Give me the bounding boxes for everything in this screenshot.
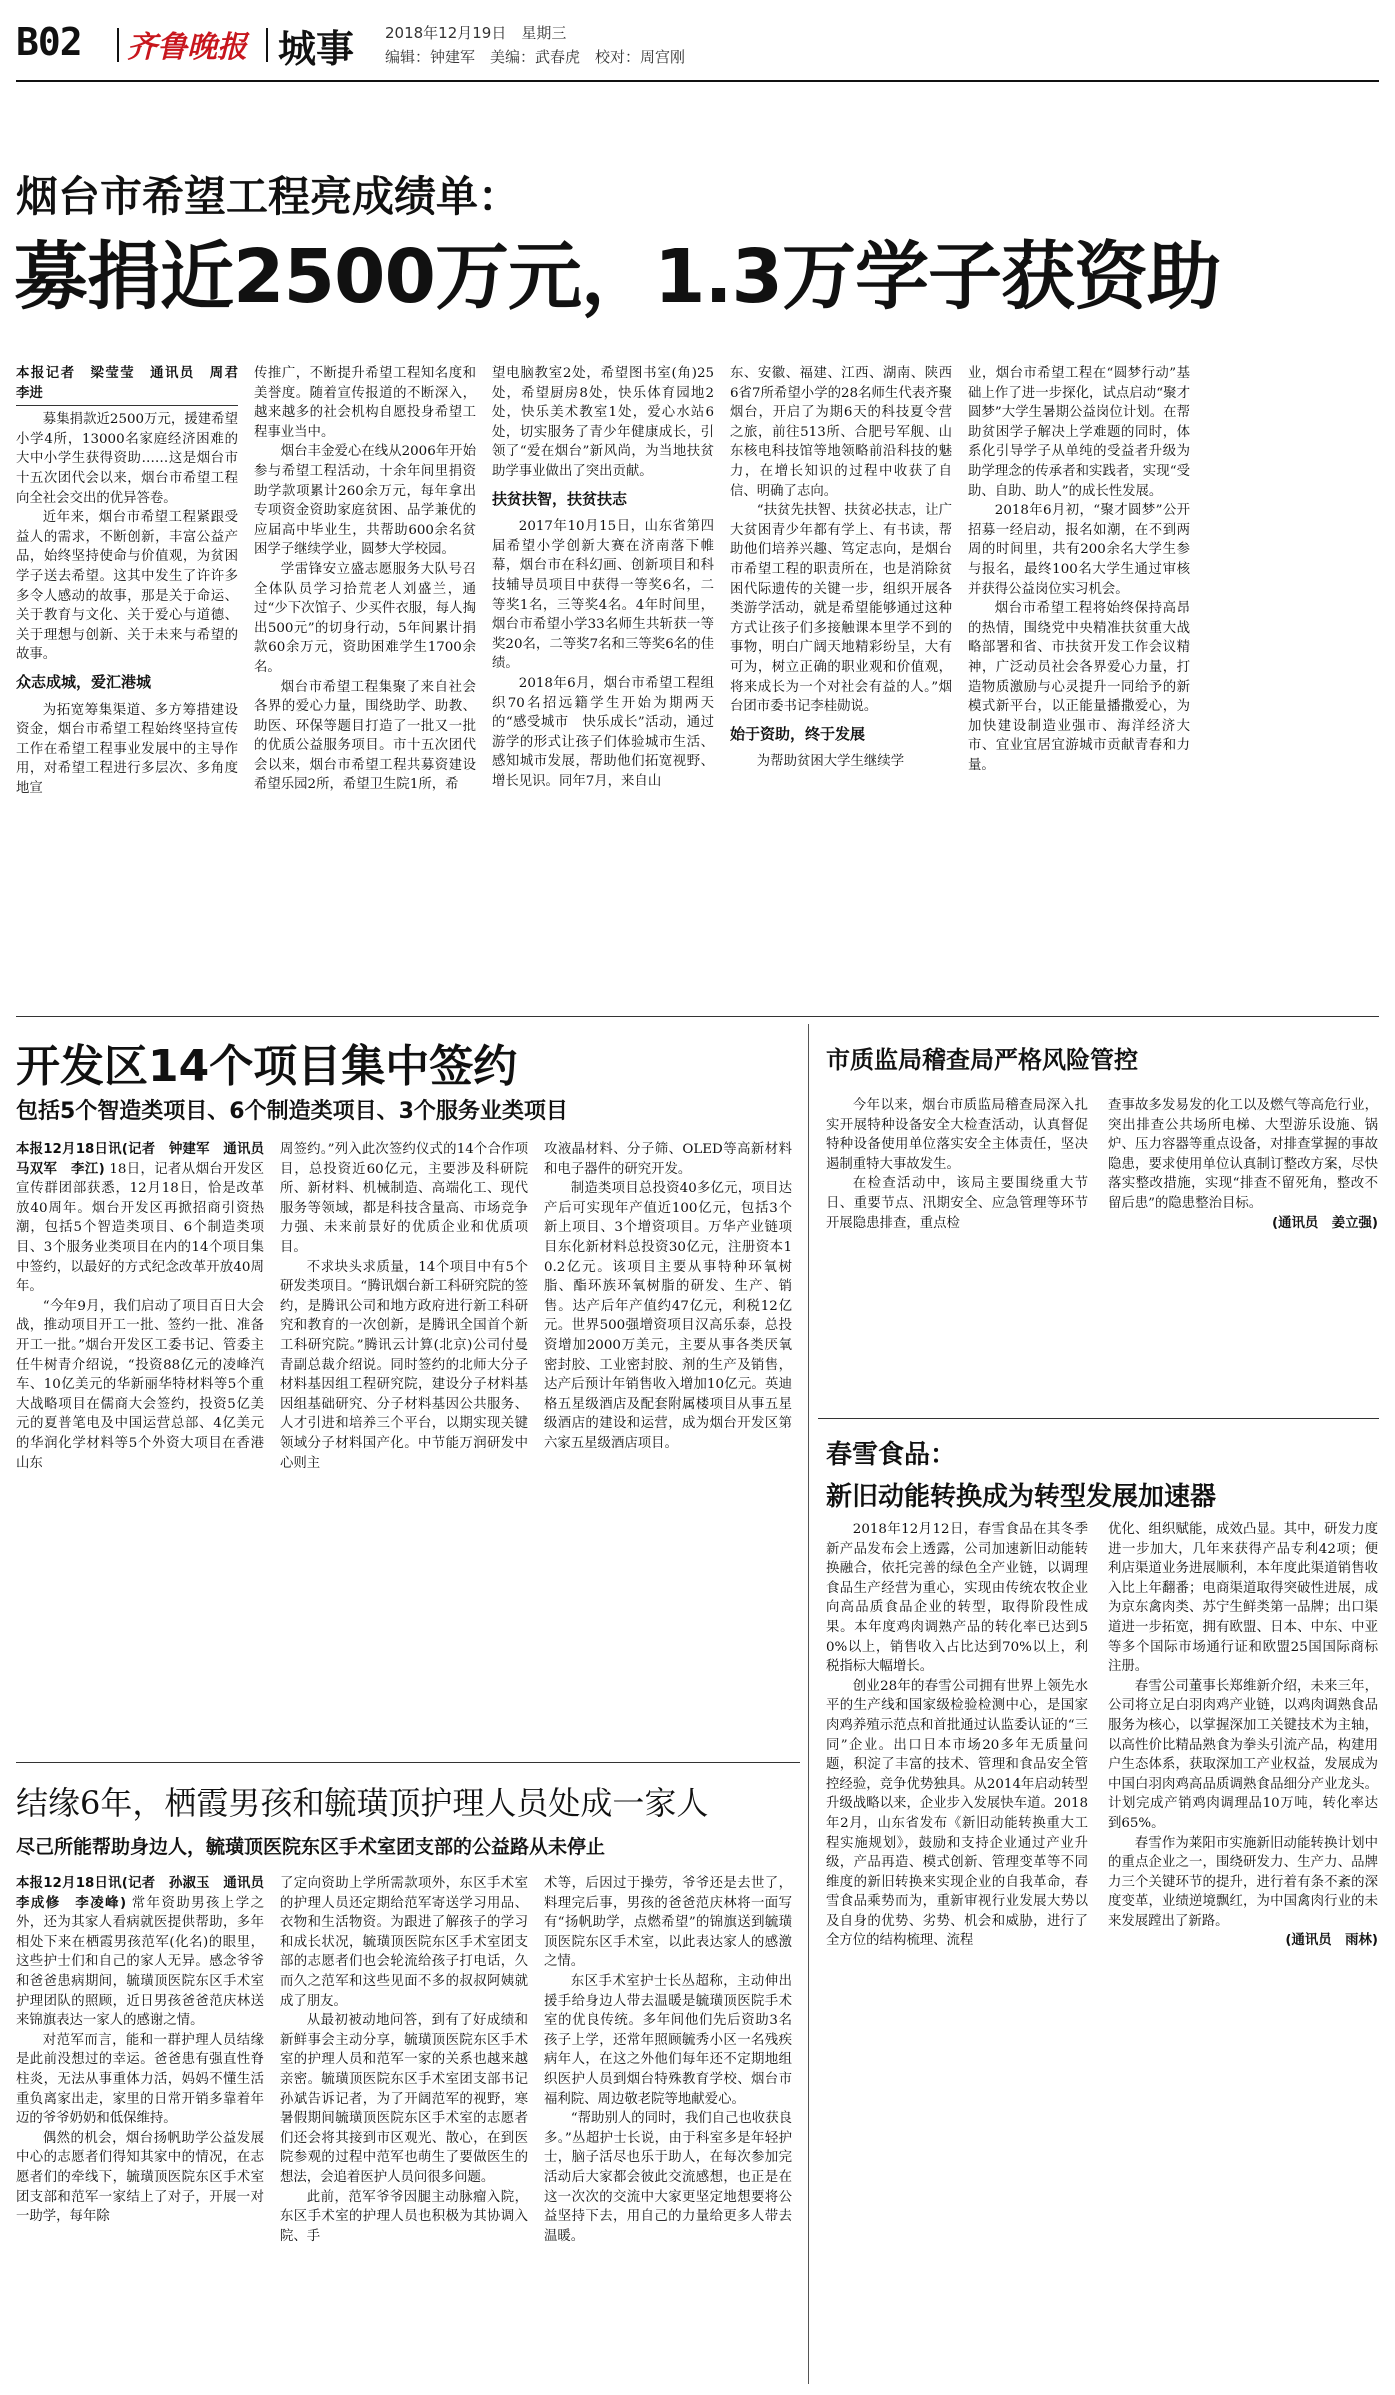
paragraph: 攻液晶材料、分子筛、OLED等高新材料和电子器件的研究开发。 — [544, 1142, 792, 1177]
section-rule — [16, 1762, 800, 1763]
a3-headline: 市质监局稽查局严格风险管控 — [826, 1046, 1138, 1074]
masthead-divider — [266, 28, 268, 62]
paragraph: 2018年6月初，“聚才圆梦”公开招募一经启动，报名如潮，在不到两周的时间里，共有200余名大学生参与报名，最终100名大学生通过审核并获得公益岗位实习机会。 — [968, 503, 1190, 597]
paragraph: 今年以来，烟台市质监局稽查局深入扎实开展特种设备安全大检查活动，认真督促特种设备使用单位落实安全主体责任，坚决遏制重特大事故发生。 — [826, 1098, 1088, 1172]
paragraph: 偶然的机会，烟台扬帆助学公益发展中心的志愿者们得知其家中的情况，在志愿者们的牵线下，毓璜顶医院东区手术室团支部和范军一家结上了对子，开展一对一助学，每年除 — [16, 2130, 264, 2225]
a2-column-2 — [280, 1140, 528, 1750]
paragraph: 近年来，烟台市希望工程紧跟受益人的需求，不断创新，丰富公益产品，始终坚持使命与价值观，为贫困学子送去希望。这其中发生了许许多多令人感动的故事，那是关于命运、关于教育与文化、关于爱心与道德、关于理想与创新、关于未来与希望的故事。 — [16, 510, 238, 663]
a4-credit: (通讯员 雨林) — [1285, 1933, 1378, 1949]
page-number: B02 — [16, 20, 82, 64]
paragraph: 创业28年的春雪公司拥有世界上领先水平的生产线和国家级检验检测中心，是国家肉鸡养殖示范点和首批通过认监委认证的“三同”企业。出口日本市场20多年无质量问题，积淀了丰富的技术、管理和食品安全管控经验，竞争优势独具。从2014年启动转型升级战略以来，企业步入发展快车道。2018年2月，山东省发布《新旧动能转换重大工程实施规划》，鼓励和支持企业通过产业升级，产品再造、模式创新、管理变革等不同维度的新旧转换来实现企业的自我革命，春雪食品乘势而为，重新审视行业发展大势以及自身的优势、劣势、机会和威胁，进行了全方位的结构梳理、流程 — [826, 1678, 1088, 1949]
paragraph: 东区手术室护士长丛超称，主动伸出援手给身边人带去温暖是毓璜顶医院手术室的优良传统。多年间他们先后资助3名孩子上学，还常年照顾毓秀小区一名残疾病年人，在这之外他们每年还不定期地组织医护人员到烟台特殊教育学校、烟台市福利院、周边敬老院等地献爱心。 — [544, 1973, 792, 2107]
a1-kicker: 烟台市希望工程亮成绩单： — [16, 172, 521, 221]
paragraph: 了定向资助上学所需款项外，东区手术室的护理人员还定期给范军寄送学习用品、衣物和生活物资。为跟进了解孩子的学习和成长状况，毓璜顶医院东区手术室团支部的志愿者们也会轮流给孩子打电话，久而久之范军和这些见面不多的叔叔阿姨就成了朋友。 — [280, 1876, 528, 2009]
paragraph: 烟台市希望工程将始终保持高昂的热情，围绕党中央精准扶贫重大战略部署和省、市扶贫开发工作会议精神，广泛动员社会各界爱心力量，打造物质激励与心灵提升一同给予的新模式新平台，以正能量播撒爱心，为加快建设制造业强市、海洋经济大市、宜业宜居宜游城市贡献青春和力量。 — [968, 601, 1190, 773]
a1-column-2 — [254, 364, 476, 1006]
paragraph: 业，烟台市希望工程在“圆梦行动”基础上作了进一步探化，试点启动“聚才圆梦”大学生暑期公益岗位计划。在帮助贫困学子解决上学难题的同时，体系化引导学子从单纯的受益者升级为助学理念的传承者和实践者，实现“受助、自助、助人”的成长性发展。 — [968, 366, 1190, 499]
section-rule — [818, 1418, 1379, 1419]
paragraph: 18日，记者从烟台开发区宣传群团部获悉，12月18日，恰是改革放40周年。烟台开发区再掀招商引资热潮，包括5个智造类项目、6个制造类项目、3个服务业类项目在内的14个项目集中签约，以最好的方式纪念改革开放40周年。 — [16, 1161, 265, 1295]
paragraph: 传推广，不断提升希望工程知名度和美誉度。随着宣传报道的不断深入，越来越多的社会机构自愿投身希望工程事业当中。 — [254, 366, 476, 440]
section-rule — [16, 1016, 1379, 1017]
a1-subhead-2: 扶贫扶智，扶贫扶志 — [492, 489, 628, 508]
a2-byline: 本报12月18日讯(记者 钟建军 通讯员 马双军 李江) — [16, 1142, 278, 1177]
paragraph: 对范军而言，能和一群护理人员结缘是此前没想过的幸运。爸爸患有强直性脊柱炎，无法从事重体力活，妈妈不懂生活重负离家出走，家里的日常开销多靠着年迈的爷爷奶奶和低保维持。 — [16, 2032, 264, 2127]
paragraph: 制造类项目总投资40多亿元，项目达产后可实现年产值近100亿元，包括3个新上项目、3个增资项目。万华产业链项目东化新材料总投资30亿元，注册资本10.2亿元。该项目主要从事特种环氧树脂、酯环族环氧树脂的研发、生产、销售。达产后年产值约47亿元，利税12亿元。世界500强增资项目汉高乐泰，总投资增加2000万美元，主要从事各类厌氧密封胶、工业密封胶、剂的生产及销售，达产后预计年销售收入增加10亿元。英迪格五星级酒店及配套附属楼项目从事五星级酒店的建设和运营，成为烟台开发区第六家五星级酒店项目。 — [544, 1181, 792, 1451]
paragraph: 2017年10月15日，山东省第四届希望小学创新大赛在济南落下帷幕，烟台市在科幻画、创新项目和科技辅导员项目中获得一等奖6名，二等奖1名，三等奖4名。4年时间里，烟台市希望小学33名师生共斩获一等奖20名，二等奖7名和三等奖6名的佳绩。 — [492, 519, 714, 672]
paragraph: 查事故多发易发的化工以及燃气等高危行业，突出排查公共场所电梯、大型游乐设施、锅炉、压力容器等重点设备，对排查掌握的事故隐患，要求使用单位认真制订整改方案，尽快落实整改措施，实现“排查不留死角，整改不留后患”的隐患整治目标。 — [1108, 1098, 1378, 1211]
paragraph: 从最初被动地问答，到有了好成绩和新鲜事会主动分享，毓璜顶医院东区手术室的护理人员和范军一家的关系也越来越亲密。毓璜顶医院东区手术室团支部书记孙斌告诉记者，为了开阔范军的视野，寒暑假期间毓璜顶医院东区手术室的志愿者们还会将其接到市区观光、散心，在到医院参观的过程中范军也萌生了要做医生的想法，会追着医护人员问很多问题。 — [280, 2013, 528, 2185]
paragraph: 烟台市希望工程集聚了来自社会各界的爱心力量，围绕助学、助教、助医、环保等题目打造了一批又一批的优质公益服务项目。市十五次团代会以来，烟台市希望工程共募资建设希望乐园2所，希望卫生院1所，希 — [254, 679, 476, 793]
paragraph: 烟台丰金爱心在线从2006年开始参与希望工程活动，十余年间里捐资助学款项累计260余万元，每年拿出专项资金资助家庭贫困、品学兼优的应届高中毕业生，共帮助600余名贫困学子继续学业，圆梦大学校园。 — [254, 444, 476, 558]
masthead-divider — [117, 28, 119, 62]
paragraph: 春雪公司董事长郑维新介绍，未来三年，公司将立足白羽肉鸡产业链，以鸡肉调熟食品服务为核心，以掌握深加工关键技术为主轴，以高性价比精品熟食为拳头引流产品，构建用户生态体系，获取深加工产业权益，发展成为中国白羽肉鸡高品质调熟食品细分产业龙头。计划完成产销鸡肉调理品10万吨，转化率达到65%。 — [1108, 1678, 1378, 1831]
masthead-rule — [16, 80, 1379, 82]
editor-credits: 编辑：钟建军 美编：武春虎 校对：周宫刚 — [385, 48, 686, 66]
a5-column-3 — [544, 1874, 792, 2384]
a1-subhead-3: 始于资助，终于发展 — [730, 724, 866, 743]
a5-byline: 本报12月18日讯(记者 孙淑玉 通讯员 李成修 李凌峰) — [16, 1876, 278, 1911]
paragraph: 常年资助男孩上学之外，还为其家人看病就医提供帮助，多年相处下来在栖霞男孩范军(化名)的眼里，这些护士们和自己的家人无异。感念爷爷和爸爸患病期间，毓璜顶医院东区手术室护理团队的照顾，近日男孩爸爸范庆林送来锦旗表达一家人的感谢之情。 — [16, 1895, 264, 2029]
paragraph: 不求块头求质量，14个项目中有5个研发类项目。“腾讯烟台新工科研究院的签约，是腾讯公司和地方政府进行新工科研究和教育的一次创新，是腾讯全国首个新工科研究院。”腾讯云计算(北京)公司付曼青副总裁介绍说。同时签约的北师大分子材料基因组工程研究院，建设分子材料基因组基础研究、分子材料基因公共服务、人才引进和培养三个平台，以期实现关键领域分子材料国产化。中节能万润研发中心则主 — [280, 1259, 528, 1471]
a3-column-2 — [1108, 1096, 1378, 1416]
masthead — [0, 0, 1395, 80]
a3-column-1 — [826, 1096, 1088, 1416]
a2-column-3 — [544, 1140, 792, 1750]
paragraph: 望电脑教室2处，希望图书室(角)25处，希望厨房8处，快乐体育园地2处，快乐美术教室1处，爱心水站6处，切实服务了青少年健康成长，引领了“爱在烟台”新风尚，为当地扶贫助学事业做出了突出贡献。 — [492, 366, 714, 479]
paragraph: 2018年6月，烟台市希望工程组织70名招远籍学生开始为期两天的“感受城市 快乐成长”活动，通过游学的形式让孩子们体验城市生活、感知城市发展，帮助他们拓宽视野、增长见识。同年7月，来自山 — [492, 675, 714, 789]
paragraph: 为拓宽筹集渠道、多方筹措建设资金，烟台市希望工程始终坚持宣传工作在希望工程事业发展中的主导作用，对希望工程进行多层次、多角度地宣 — [16, 702, 238, 796]
a5-column-1 — [16, 1874, 278, 2384]
a1-subhead-1: 众志成城，爱汇港城 — [16, 672, 152, 691]
a4-kicker: 春雪食品： — [826, 1440, 957, 1470]
a1-column-1 — [16, 364, 252, 1006]
paragraph: “今年9月，我们启动了项目百日大会战，推动项目开工一批、签约一批、准备开工一批。”烟台开发区工委书记、管委主任牛树青介绍说，“投资88亿元的凌峰汽车、10亿美元的华新丽华特材料等5个重大战略项目在儒商大会签约，投资5亿美元的夏普笔电及中国运营总部、4亿美元的华润化学材料等5个外资大项目在香港山东 — [16, 1298, 264, 1471]
issue-date: 2018年12月19日 星期三 — [385, 24, 567, 42]
paper-name-logo: 齐鲁晚报 — [127, 30, 247, 65]
a1-column-5 — [968, 364, 1190, 1006]
paragraph: 春雪作为莱阳市实施新旧动能转换计划中的重点企业之一，围绕研发力、生产力、品牌力三个关键环节的提升，进行着有条不紊的深度变革，业绩逆境飘红，为中国禽肉行业的未来发展蹚出了新路。 — [1108, 1835, 1378, 1929]
paragraph: “扶贫先扶智、扶贫必扶志，让广大贫困青少年都有学上、有书读，帮助他们培养兴趣、笃定志向，是烟台市希望工程的职责所在，也是消除贫困代际遗传的关键一步，组织开展各类游学活动，就是希望能够通过这种方式让孩子们多接触课本里学不到的事物，明白广阔天地精彩纷呈，大有可为，树立正确的职业观和价值观，将来成长为一个对社会有益的人。”烟台团市委书记李桂勋说。 — [730, 503, 952, 715]
a5-column-2 — [280, 1874, 528, 2384]
a1-column-3 — [492, 364, 714, 1006]
a1-byline: 本报记者 梁莹莹 通讯员 周君 李进 — [16, 364, 238, 406]
paragraph: 募集捐款近2500万元，援建希望小学4所，13000名家庭经济困难的大中小学生获得资助……这是烟台市十五次团代会以来，烟台市希望工程向全社会交出的优异答卷。 — [16, 412, 238, 506]
paragraph: 学雷锋安立盛志愿服务大队号召全体队员学习拾荒老人刘盛兰，通过“少下次馆子、少买件衣服，每人掏出500元”的切身行动，5年间累计捐款60余万元，资助困难学生1700余名。 — [254, 561, 476, 675]
column-divider — [808, 1024, 809, 2384]
a1-headline: 募捐近2500万元，1.3万学子获资助 — [14, 234, 1221, 320]
paragraph: 东、安徽、福建、江西、湖南、陕西6省7所希望小学的28名师生代表齐聚烟台，开启了为期6天的科技夏令营之旅，前往513所、合肥号军舰、山东核电科技馆等地领略前沿科技的魅力，在增长知识的过程中收获了自信、明确了志向。 — [730, 366, 952, 499]
paragraph: 术等，后因过于操劳，爷爷还是去世了，料理完后事，男孩的爸爸范庆林将一面写有“扬帆助学，点燃希望”的锦旗送到毓璜顶医院东区手术室，以此表达家人的感激之情。 — [544, 1876, 792, 1970]
a2-headline: 开发区14个项目集中签约 — [16, 1041, 518, 1092]
a2-deck: 包括5个智造类项目、6个制造类项目、3个服务业类项目 — [16, 1099, 568, 1124]
paragraph: 此前，范军爷爷因腿主动脉瘤入院，东区手术室的护理人员也积极为其协调入院、手 — [280, 2189, 528, 2244]
paragraph: 优化、组织赋能，成效凸显。其中，研发力度进一步加大，几年来获得产品专利42项；便利店渠道业务进展顺利，本年度此渠道销售收入比上年翻番；电商渠道取得突破性进展，成为京东禽肉类、苏宁生鲜类第一品牌；出口渠道进一步拓宽，拥有欧盟、日本、中东、中亚等多个国际市场通行证和欧盟25国国际商标注册。 — [1108, 1522, 1378, 1675]
a4-column-1 — [826, 1520, 1088, 2384]
a4-headline: 新旧动能转换成为转型发展加速器 — [826, 1482, 1217, 1512]
paragraph: 2018年12月12日，春雪食品在其冬季新产品发布会上透露，公司加速新旧动能转换融合，依托完善的绿色全产业链，以调理食品生产经营为重心，实现由传统农牧企业向高品质食品企业的转型，取得阶段性成果。本年度鸡肉调熟产品的转化率已达到50%以上，销售收入占比达到70%以上，利税指标大幅增长。 — [826, 1522, 1088, 1675]
a1-column-4 — [730, 364, 952, 1006]
section-name: 城事 — [278, 27, 355, 71]
a4-column-2 — [1108, 1520, 1378, 2384]
a2-column-1 — [16, 1140, 278, 1750]
paragraph: “帮助别人的同时，我们自己也收获良多。”丛超护士长说，由于科室多是年轻护士，脑子活尽也乐于助人，在每次参加完活动后大家都会彼此交流感想，也正是在这一次次的交流中大家更坚定地想要将公益坚持下去，用自己的力量给更多人带去温暖。 — [544, 2111, 792, 2244]
a5-headline: 结缘6年，栖霞男孩和毓璜顶护理人员处成一家人 — [16, 1784, 709, 1822]
a3-credit: (通讯员 姜立强) — [1272, 1215, 1378, 1231]
a5-deck: 尽己所能帮助身边人，毓璜顶医院东区手术室团支部的公益路从未停止 — [16, 1836, 606, 1858]
paragraph: 周签约。”列入此次签约仪式的14个合作项目，总投资近60亿元，主要涉及科研院所、新材料、机械制造、高端化工、现代服务等领域，都是科技含量高、市场竞争力强、未来前景好的优质企业和优质项目。 — [280, 1142, 528, 1255]
paragraph: 为帮助贫困大学生继续学 — [756, 754, 905, 770]
paragraph: 在检查活动中，该局主要围绕重大节日、重要节点、汛期安全、应急管理等环节开展隐患排查，重点检 — [826, 1176, 1088, 1231]
